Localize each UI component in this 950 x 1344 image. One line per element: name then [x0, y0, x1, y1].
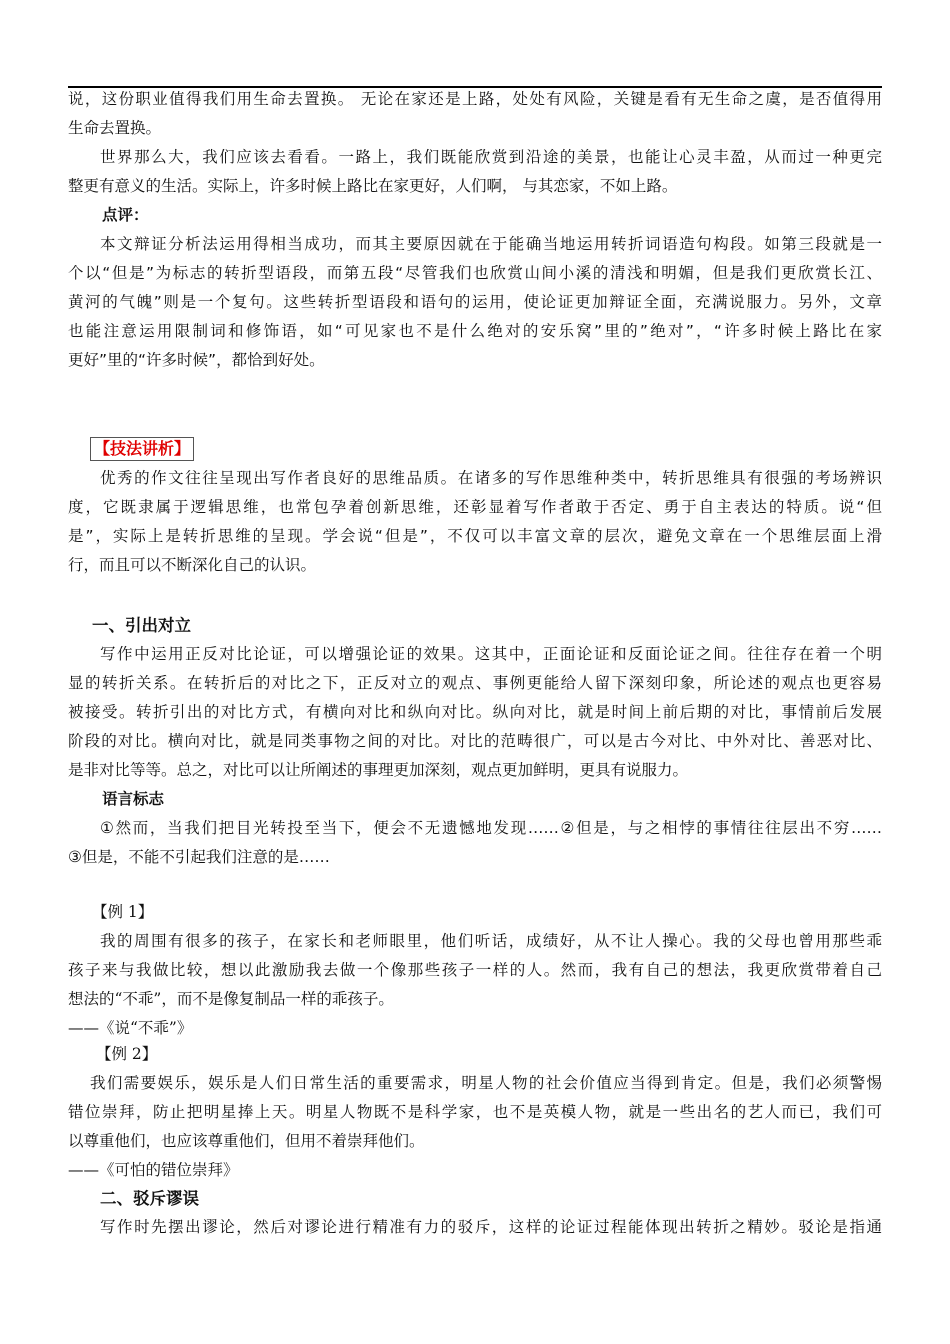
- text-line: 优秀的作文往往呈现出写作者良好的思维品质。在诸多的写作思维种类中，转折思维具有很强的考场辨识: [100, 469, 882, 487]
- example-source: ——《可怕的错位崇拜》: [68, 1161, 239, 1179]
- text-line: 写作中运用正反对比论证，可以增强论证的效果。这其中，正面论证和反面论证之间。往往存在着一个明: [100, 645, 882, 663]
- essay-ending: [68, 85, 882, 375]
- text-line: ①然而，当我们把目光转投至当下，便会不无遗憾地发现……②但是，与之相悖的事情往往层出不穷……: [100, 819, 882, 837]
- text-line: 度，它既隶属于逻辑思维，也常包孕着创新思维，还彰显着写作者敢于否定、勇于自主表达的特质。说“但: [68, 498, 882, 516]
- text-line: 显的转折关系。在转折后的对比之下，正反对立的观点、事例更能给人留下深刻印象，所论述的观点也更容易: [68, 674, 882, 692]
- example-source: ——《说“不乖”》: [68, 1019, 193, 1037]
- text-line: 阶段的对比。横向对比，就是同类事物之间的对比。对比的范畴很广，可以是古今对比、中外对比、善恶对比、: [68, 732, 882, 750]
- text-line: 也能注意运用限制词和修饰语，如“可见家也不是什么绝对的安乐窝”里的”绝对”，“许多时候上路比在家: [68, 322, 882, 340]
- example-2: [68, 1040, 882, 1185]
- text-line: 黄河的气魄”则是一个复句。这些转折型语段和语句的运用，使论证更加辩证全面，充满说服力。另外，文章: [68, 293, 882, 311]
- text-line: 生命去置换。: [68, 119, 162, 137]
- section-1: [68, 611, 882, 872]
- text-line: 被接受。转折引出的对比方式，有横向对比和纵向对比。纵向对比，就是时间上前后期的对比，事情前后发展: [68, 703, 882, 721]
- text-line: 整更有意义的生活。实际上，许多时候上路比在家更好，人们啊， 与其恋家，不如上路。: [68, 177, 678, 195]
- text-line: 错位崇拜，防止把明星捧上天。明星人物既不是科学家，也不是英模人物，就是一些出名的艺人而已，我们可: [68, 1103, 882, 1121]
- section-heading: 二、驳斥谬误: [100, 1189, 199, 1208]
- text-line: 是非对比等等。总之，对比可以让所阐述的事理更加深刻，观点更加鲜明，更具有说服力。: [68, 761, 689, 779]
- text-line: 以尊重他们，也应该尊重他们，但用不着崇拜他们。: [68, 1132, 425, 1150]
- text-line: 说，这份职业值得我们用生命去置换。 无论在家还是上路，处处有风险，关键是看有无生命之虞，是否值得用: [68, 90, 882, 108]
- text-line: 更好”里的“许多时候”，都恰到好处。: [68, 351, 325, 369]
- technique-tag: 【技法讲析】: [90, 437, 194, 461]
- text-line: 是”，实际上是转折思维的呈现。学会说“但是”，不仅可以丰富文章的层次，避免文章在一个思维层面上滑: [68, 527, 882, 545]
- comment-label: 点评：: [102, 206, 149, 224]
- text-line: ③但是，不能不引起我们注意的是……: [68, 848, 330, 866]
- text-line: 想法的“不乖”，而不是像复制品一样的乖孩子。: [68, 990, 394, 1008]
- text-line: 我的周围有很多的孩子，在家长和老师眼里，他们听话，成绩好，从不让人操心。我的父母也曾用那些乖: [100, 932, 882, 950]
- text-line: 本文辩证分析法运用得相当成功，而其主要原因就在于能确当地运用转折词语造句构段。如第三段就是一: [100, 235, 882, 253]
- section-heading: 一、引出对立: [92, 616, 191, 635]
- text-line: 个以“但是”为标志的转折型语段，而第五段“尽管我们也欣赏山间小溪的清浅和明媚，但是我们更欣赏长江、: [68, 264, 882, 282]
- example-1: [68, 898, 882, 1042]
- technique-section: [68, 435, 882, 580]
- example-label: 【例 1】: [92, 903, 154, 921]
- text-line: 行，而且可以不断深化自己的认识。: [68, 556, 317, 574]
- text-line: 孩子来与我做比较，想以此激励我去做一个像那些孩子一样的人。然而，我有自己的想法，我更欣赏带着自己: [68, 961, 882, 979]
- section-2: [68, 1184, 882, 1242]
- text-line: 世界那么大，我们应该去看看。一路上，我们既能欣赏到沿途的美景，也能让心灵丰盈，从而过一种更完: [100, 148, 882, 166]
- marker-label: 语言标志: [102, 790, 165, 808]
- example-label: 【例 2】: [96, 1045, 158, 1063]
- text-line: 写作时先摆出谬论，然后对谬论进行精准有力的驳斥，这样的论证过程能体现出转折之精妙。驳论是指通: [100, 1218, 882, 1236]
- text-line: 我们需要娱乐，娱乐是人们日常生活的重要需求，明星人物的社会价值应当得到肯定。但是，我们必须警惕: [90, 1074, 882, 1092]
